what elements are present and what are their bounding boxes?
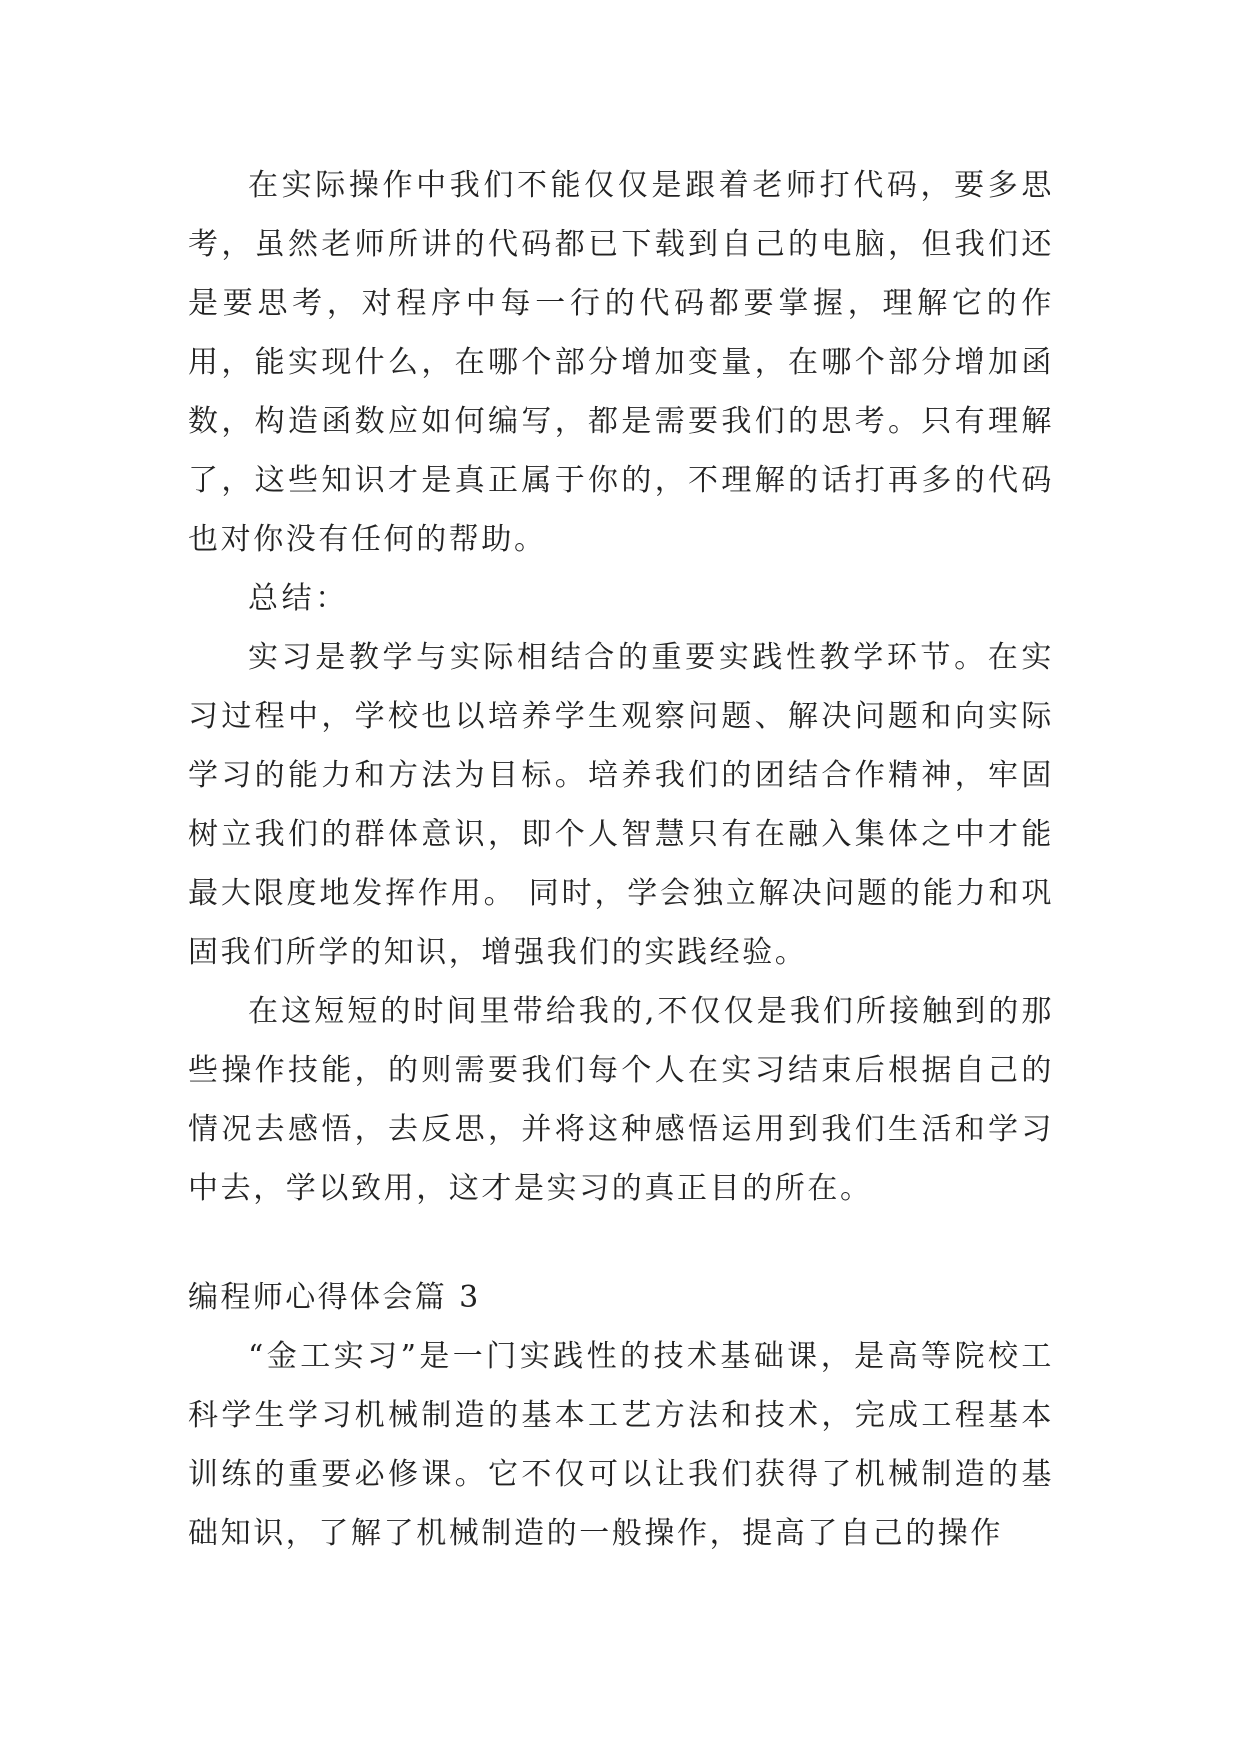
document-body: [188, 156, 1054, 1563]
paragraph-metalwork: “金工实习”是一门实践性的技术基础课，是高等院校工科学生学习机械制造的基本工艺方法和技术，完成工程基本训练的重要必修课。它不仅可以让我们获得了机械制造的基础知识，了解了机械制造的一般操作，提高了自己的操作: [188, 1339, 1054, 1551]
paragraph-practice: 在实际操作中我们不能仅仅是跟着老师打代码，要多思考，虽然老师所讲的代码都已下载到自己的电脑，但我们还是要思考，对程序中每一行的代码都要掌握，理解它的作用，能实现什么，在哪个部分增加变量，在哪个部分增加函数，构造函数应如何编写，都是需要我们的思考。只有理解了，这些知识才是真正属于你的，不理解的话打再多的代码也对你没有任何的帮助。: [188, 168, 1054, 557]
paragraph-summary: 实习是教学与实际相结合的重要实践性教学环节。在实习过程中，学校也以培养学生观察问题、解决问题和向实际学习的能力和方法为目标。培养我们的团结合作精神，牢固树立我们的群体意识，即个人智慧只有在融入集体之中才能最大限度地发挥作用。 同时，学会独立解决问题的能力和巩固我们所学的知识，增强我们的实践经验。: [188, 640, 1054, 970]
paragraph-summary-label: 总结：: [248, 581, 349, 616]
paragraph-reflection: 在这短短的时间里带给我的,不仅仅是我们所接触到的那些操作技能，的则需要我们每个人在实习结束后根据自己的情况去感悟，去反思，并将这种感悟运用到我们生活和学习中去，学以致用，这才是实习的真正目的所在。: [188, 994, 1054, 1206]
section-heading: 编程师心得体会篇 3: [188, 1280, 481, 1315]
